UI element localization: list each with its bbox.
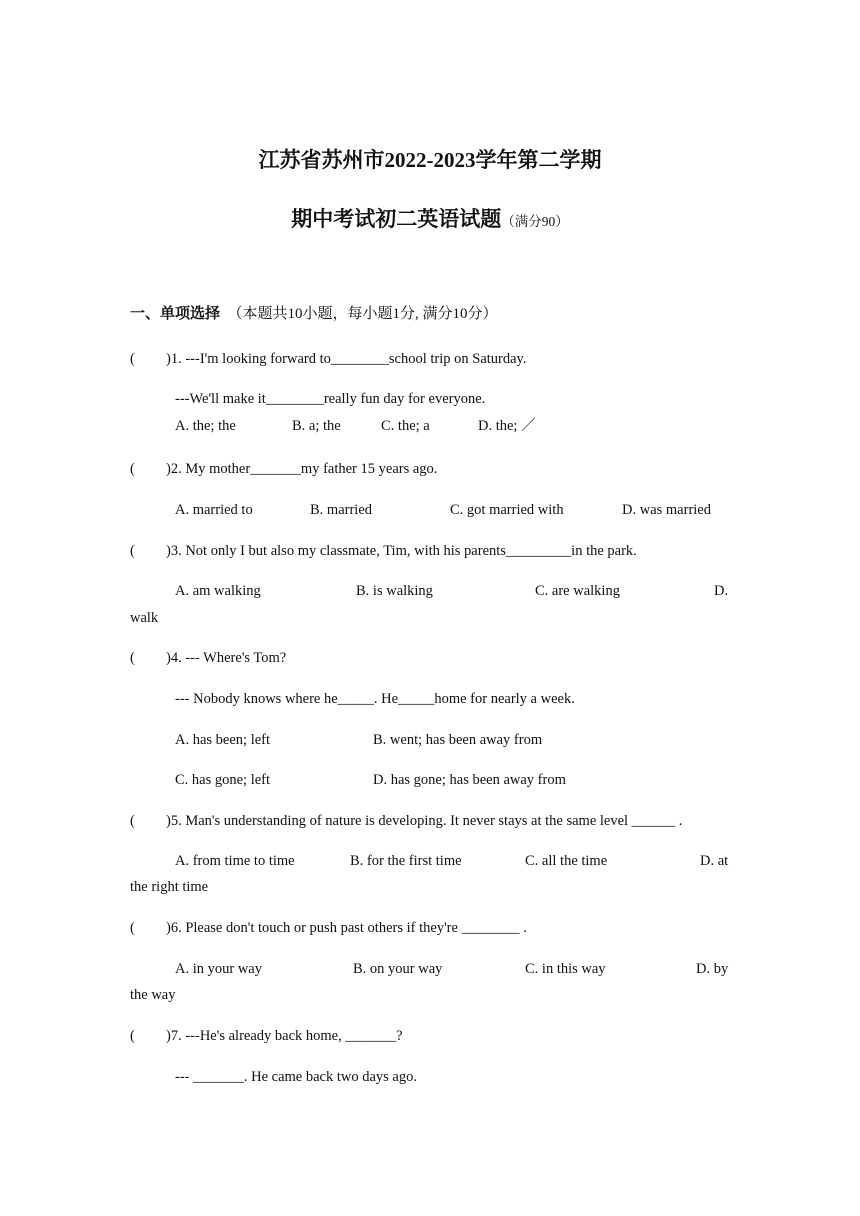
page-subtitle [0, 205, 860, 236]
option-b: B. went; has been away from [373, 732, 543, 748]
option-a: A. has been; left [175, 732, 271, 748]
option-d: D. [714, 583, 729, 599]
answer-paren: ( [130, 1028, 135, 1044]
question-stem: )2. My mother_______my father 15 years ago. [166, 461, 438, 477]
answer-paren: ( [130, 351, 135, 367]
question-stem: )1. ---I'm looking forward to________school trip on Saturday. [166, 351, 527, 367]
option-c: C. are walking [535, 583, 620, 599]
question-stem: )3. Not only I but also my classmate, Tim, with his parents_________in the park. [166, 543, 637, 559]
option-c: C. all the time [525, 853, 608, 869]
question-stem: )7. ---He's already back home, _______? [166, 1028, 403, 1044]
option-b: B. a; the [292, 418, 341, 434]
option-d: D. at [700, 853, 729, 869]
option-d: D. has gone; has been away from [373, 772, 566, 788]
answer-paren: ( [130, 920, 135, 936]
question-dialogue: ---We'll make it________really fun day for everyone. [175, 391, 486, 407]
full-score-note: （满分90） [501, 214, 569, 229]
question-dialogue: --- Nobody knows where he_____. He_____home for nearly a week. [175, 691, 575, 707]
section-note: （本题共10小题，每小题1分, 满分10分） [227, 306, 498, 322]
option-c: C. got married with [450, 502, 564, 518]
option-a: A. the; the [175, 418, 236, 434]
option-b: B. married [310, 502, 373, 518]
subtitle-text: 期中考试初二英语试题 [291, 207, 502, 231]
question-stem: )6. Please don't touch or push past others if they're ________ . [166, 920, 527, 936]
option-d: D. by [696, 961, 729, 977]
option-b: B. on your way [353, 961, 443, 977]
option-a: A. married to [175, 502, 253, 518]
question-stem: )4. --- Where's Tom? [166, 650, 287, 666]
option-d: D. was married [622, 502, 711, 518]
answer-paren: ( [130, 650, 135, 666]
option-d-wrap: the way [130, 987, 176, 1003]
option-a: A. from time to time [175, 853, 295, 869]
answer-paren: ( [130, 461, 135, 477]
option-d-wrap: the right time [130, 879, 209, 895]
option-b: B. is walking [356, 583, 433, 599]
option-c: C. has gone; left [175, 772, 271, 788]
option-d: D. the; ／ [478, 418, 536, 434]
option-c: C. the; a [381, 418, 430, 434]
section-heading [130, 305, 498, 323]
question-stem: )5. Man's understanding of nature is developing. It never stays at the same level ______ . [166, 813, 683, 829]
question-dialogue: --- _______. He came back two days ago. [175, 1069, 417, 1085]
answer-paren: ( [130, 543, 135, 559]
option-a: A. am walking [175, 583, 261, 599]
option-c: C. in this way [525, 961, 606, 977]
option-b: B. for the first time [350, 853, 462, 869]
answer-paren: ( [130, 813, 135, 829]
option-d-wrap: walk [130, 610, 159, 626]
option-a: A. in your way [175, 961, 262, 977]
page-title: 江苏省苏州市2022-2023学年第二学期 [258, 148, 602, 172]
section-title: 一、单项选择 [130, 306, 221, 322]
